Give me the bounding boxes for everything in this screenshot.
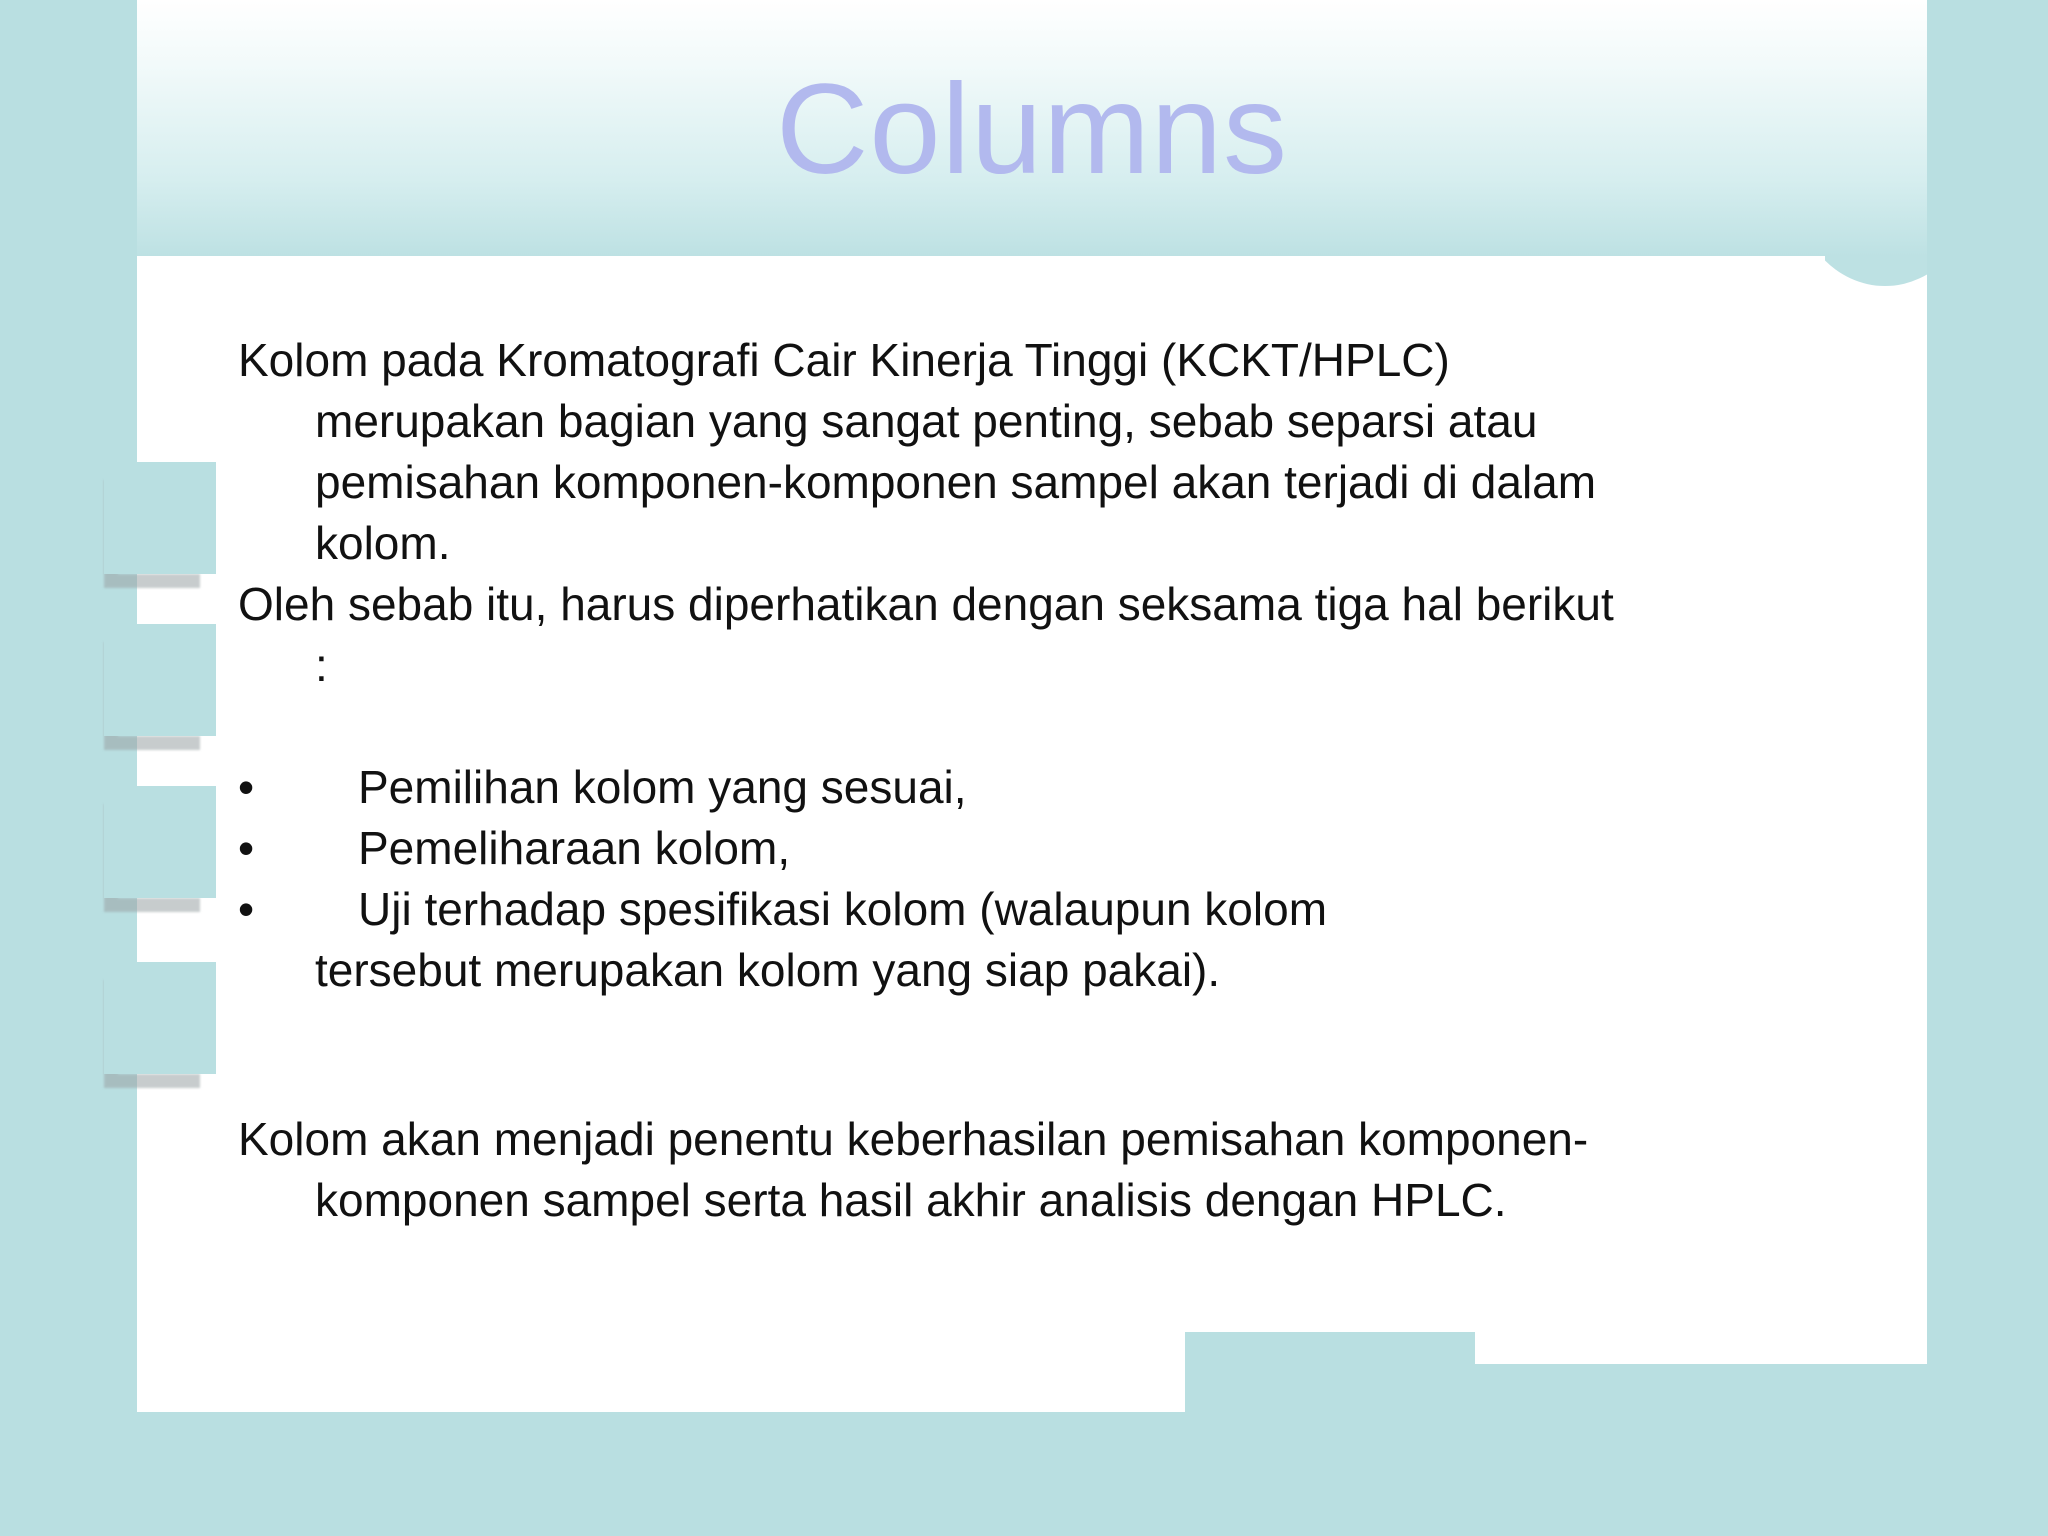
bullet-text: Pemeliharaan kolom, bbox=[358, 822, 791, 874]
decorative-square-4 bbox=[104, 962, 216, 1074]
decorative-square-1 bbox=[104, 462, 216, 574]
bullet-dot: • bbox=[238, 822, 255, 874]
paragraph-conclusion: Kolom akan menjadi penentu keberhasilan pemisahan komponen-komponen sampel serta hasil akhir analisis dengan HPLC. bbox=[238, 1113, 1589, 1226]
bullet-item bbox=[238, 879, 1638, 1001]
bullet-text-continuation: tersebut merupakan kolom yang siap pakai). bbox=[315, 944, 1221, 996]
bullet-list bbox=[238, 757, 1638, 1001]
bullet-dot: • bbox=[238, 761, 255, 813]
bullet-text: Pemilihan kolom yang sesuai, bbox=[358, 761, 967, 813]
decorative-square-fill bbox=[104, 786, 216, 898]
decorative-square-fill bbox=[104, 962, 216, 1074]
bullet-text: Uji terhadap spesifikasi kolom (walaupun kolom bbox=[358, 883, 1328, 935]
paragraph-lead-in: Oleh sebab itu, harus diperhatikan dengan seksama tiga hal berikut : bbox=[238, 578, 1614, 691]
spacer bbox=[238, 696, 1638, 757]
bullet-item bbox=[238, 818, 1638, 879]
page-bottom-left bbox=[137, 1364, 1185, 1412]
decorative-square-2 bbox=[104, 624, 216, 736]
decorative-square-3 bbox=[104, 786, 216, 898]
page-bottom-right bbox=[1475, 1332, 1927, 1364]
paragraph-intro: Kolom pada Kromatografi Cair Kinerja Tinggi (KCKT/HPLC) merupakan bagian yang sangat penting, sebab separsi atau pemisahan komponen-komponen sampel akan terjadi di dalam kolom. bbox=[238, 334, 1597, 569]
bullet-dot: • bbox=[238, 883, 255, 935]
header-curl bbox=[1825, 256, 1927, 302]
decorative-square-fill bbox=[104, 624, 216, 736]
spacer bbox=[238, 1001, 1638, 1109]
slide-title: Columns bbox=[775, 58, 1289, 201]
bottom-notch bbox=[1185, 1332, 1475, 1412]
decorative-square-fill bbox=[104, 462, 216, 574]
bullet-item bbox=[238, 757, 1638, 818]
slide-body bbox=[238, 330, 1638, 1231]
